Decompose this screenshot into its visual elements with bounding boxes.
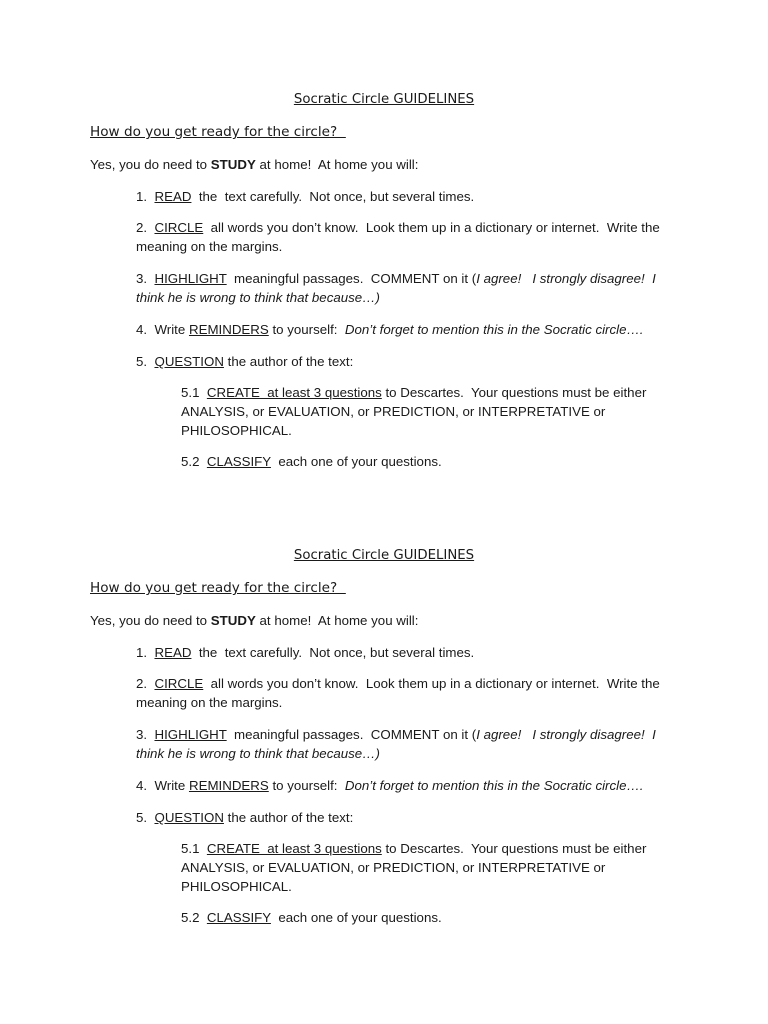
sub-list-item [181, 452, 681, 471]
item-example: I agree! I strongly disagree! I think he is wrong to think that because…) [136, 727, 660, 761]
item-number: 5.1 [181, 841, 207, 856]
section-heading: How do you get ready for the circle? [90, 124, 346, 140]
intro-text: Yes, you do need to [90, 613, 211, 628]
item-keyword: HIGHLIGHT [154, 271, 227, 286]
item-number: 5.2 [181, 910, 207, 925]
item-example: I agree! I strongly disagree! I think he is wrong to think that because…) [136, 271, 660, 305]
item-text: to Descartes. Your questions must be either ANALYSIS, or EVALUATION, or PREDICTION, or INTERPRETATIVE or PHILOSOPHICAL. [181, 385, 650, 438]
item-text: the author of the text: [223, 810, 354, 825]
list-item [136, 776, 684, 795]
item-example: Don’t forget to mention this in the Socratic circle…. [344, 778, 644, 793]
item-keyword: QUESTION [154, 354, 224, 369]
item-text: to yourself: [268, 322, 345, 337]
intro-text: Yes, you do need to [90, 157, 211, 172]
list-item [136, 218, 684, 256]
item-keyword: REMINDERS [188, 322, 269, 337]
list-item [136, 187, 684, 206]
item-number: 3. [136, 727, 155, 742]
item-text: meaningful passages. COMMENT on it ( [226, 727, 477, 742]
item-text: each one of your questions. [270, 454, 442, 469]
item-number: 5. [136, 810, 155, 825]
item-number: 3. [136, 271, 155, 286]
item-number: 5.2 [181, 454, 207, 469]
item-keyword: CREATE at least 3 questions [206, 841, 382, 856]
item-text: the text carefully. Not once, but several times. [191, 189, 475, 204]
sub-list-item [181, 839, 681, 896]
item-keyword: CIRCLE [154, 676, 204, 691]
sub-list-item [181, 908, 681, 927]
list-item [136, 269, 684, 307]
item-number: 5. [136, 354, 155, 369]
item-text: to yourself: [268, 778, 345, 793]
item-keyword: CREATE at least 3 questions [206, 385, 382, 400]
item-keyword: CLASSIFY [206, 910, 271, 925]
item-number: 2. [136, 676, 155, 691]
sub-list-item [181, 383, 681, 440]
item-text: to Descartes. Your questions must be either ANALYSIS, or EVALUATION, or PREDICTION, or INTERPRETATIVE or PHILOSOPHICAL. [181, 841, 650, 894]
list-item [136, 808, 684, 827]
item-text: the author of the text: [223, 354, 354, 369]
item-keyword: HIGHLIGHT [154, 727, 227, 742]
item-number: 2. [136, 220, 155, 235]
item-number: 4. Write [136, 778, 189, 793]
item-keyword: READ [154, 645, 192, 660]
list-item [136, 352, 684, 371]
list-item [136, 320, 684, 339]
list-item [136, 725, 684, 763]
section-title: Socratic Circle GUIDELINES [293, 548, 475, 563]
item-number: 4. Write [136, 322, 189, 337]
item-example: Don’t forget to mention this in the Socratic circle…. [344, 322, 644, 337]
item-keyword: CIRCLE [154, 220, 204, 235]
section-heading: How do you get ready for the circle? [90, 580, 346, 596]
item-text: the text carefully. Not once, but several times. [191, 645, 475, 660]
list-item [136, 643, 684, 662]
item-keyword: READ [154, 189, 192, 204]
item-keyword: REMINDERS [188, 778, 269, 793]
item-number: 1. [136, 645, 155, 660]
intro-text: at home! At home you will: [255, 613, 419, 628]
item-text: all words you don’t know. Look them up in a dictionary or internet. Write the meaning on the margins. [136, 220, 664, 254]
intro-emphasis: STUDY [210, 157, 256, 172]
intro-line [90, 611, 418, 630]
intro-text: at home! At home you will: [255, 157, 419, 172]
item-number: 5.1 [181, 385, 207, 400]
item-number: 1. [136, 189, 155, 204]
item-text: each one of your questions. [270, 910, 442, 925]
item-text: meaningful passages. COMMENT on it ( [226, 271, 477, 286]
intro-emphasis: STUDY [210, 613, 256, 628]
intro-line [90, 155, 418, 174]
section-title: Socratic Circle GUIDELINES [293, 92, 475, 107]
item-keyword: QUESTION [154, 810, 224, 825]
list-item [136, 674, 684, 712]
item-text: all words you don’t know. Look them up in a dictionary or internet. Write the meaning on the margins. [136, 676, 664, 710]
item-keyword: CLASSIFY [206, 454, 271, 469]
